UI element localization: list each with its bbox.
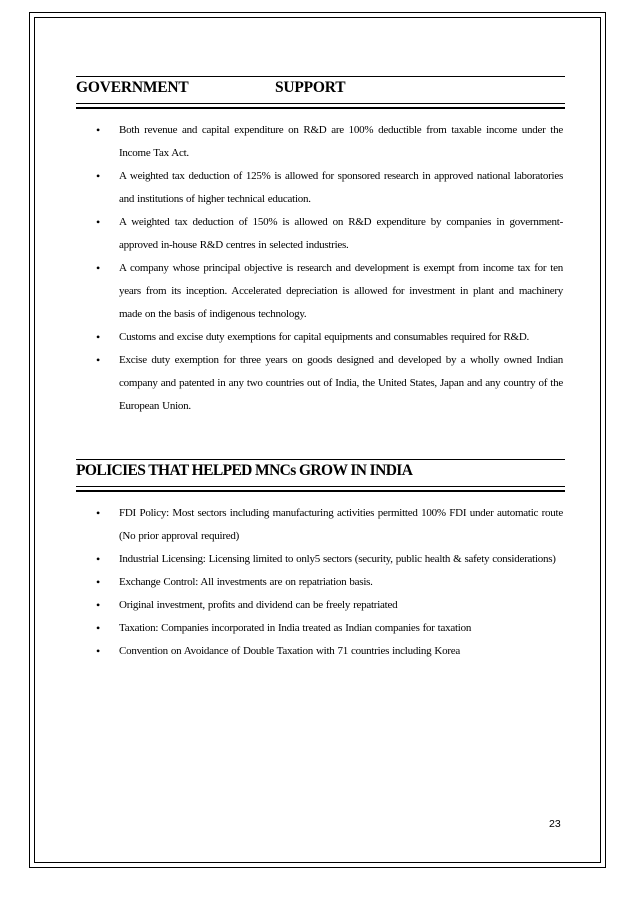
list-item-text: A weighted tax deduction of 125% is allowed for sponsored research in approved national laboratories and institutions of higher technical education. xyxy=(119,170,563,205)
list-item-text: Convention on Avoidance of Double Taxation with 71 countries including Korea xyxy=(119,645,461,657)
bullet-icon: • xyxy=(96,644,100,658)
section-title-policies: POLICIES THAT HELPED MNCs GROW IN INDIA xyxy=(76,462,413,479)
government-support-list xyxy=(96,119,563,418)
list-item-text: Industrial Licensing: Licensing limited to only5 sectors (security, public health & safety considerations) xyxy=(119,553,556,565)
list-item-text: A weighted tax deduction of 150% is allowed on R&D expenditure by companies in government-approved in-house R&D centres in selected industries. xyxy=(119,216,563,251)
list-item-text: Both revenue and capital expenditure on R&D are 100% deductible from taxable income under the Income Tax Act. xyxy=(119,124,563,159)
bullet-icon: • xyxy=(96,169,100,183)
mnc-policies-list xyxy=(96,502,563,663)
section-rule-bottom xyxy=(76,486,565,487)
bullet-icon: • xyxy=(96,353,100,367)
list-item-text: FDI Policy: Most sectors including manufacturing activities permitted 100% FDI under automatic route (No prior approval required) xyxy=(119,507,563,542)
list-item xyxy=(96,502,563,548)
list-item-text: Exchange Control: All investments are on repatriation basis. xyxy=(119,576,373,588)
list-item-text: Taxation: Companies incorporated in India treated as Indian companies for taxation xyxy=(119,622,472,634)
page-number: 23 xyxy=(549,818,561,830)
section-rule-top xyxy=(76,459,565,460)
bullet-icon: • xyxy=(96,506,100,520)
list-item-text: Original investment, profits and dividend can be freely repatriated xyxy=(119,599,398,611)
section-rule-top xyxy=(76,76,565,77)
list-item xyxy=(96,326,563,349)
bullet-icon: • xyxy=(96,575,100,589)
list-item-text: Customs and excise duty exemptions for capital equipments and consumables required for R&D. xyxy=(119,331,530,343)
bullet-icon: • xyxy=(96,598,100,612)
bullet-icon: • xyxy=(96,215,100,229)
bullet-icon: • xyxy=(96,621,100,635)
section-rule-bottom xyxy=(76,103,565,104)
list-item xyxy=(96,617,563,640)
section-rule-bottom-thick xyxy=(76,490,565,492)
list-item-text: Excise duty exemption for three years on goods designed and developed by a wholly owned Indian company and patented in any two countries out of India, the United States, Japan and any country of the European Union. xyxy=(119,354,563,412)
bullet-icon: • xyxy=(96,123,100,137)
section-title-government-support: GOVERNMENT SUPPORT xyxy=(76,79,346,96)
list-item xyxy=(96,211,563,257)
list-item xyxy=(96,257,563,326)
list-item xyxy=(96,548,563,571)
list-item xyxy=(96,349,563,418)
list-item xyxy=(96,571,563,594)
list-item xyxy=(96,119,563,165)
list-item xyxy=(96,640,563,663)
section-rule-bottom-thick xyxy=(76,107,565,109)
bullet-icon: • xyxy=(96,261,100,275)
bullet-icon: • xyxy=(96,330,100,344)
list-item-text: A company whose principal objective is research and development is exempt from income tax for ten years from its inception. Accelerated depreciation is allowed for investment in plant and machinery made on the basis of indigenous technology. xyxy=(119,262,563,320)
list-item xyxy=(96,594,563,617)
bullet-icon: • xyxy=(96,552,100,566)
list-item xyxy=(96,165,563,211)
